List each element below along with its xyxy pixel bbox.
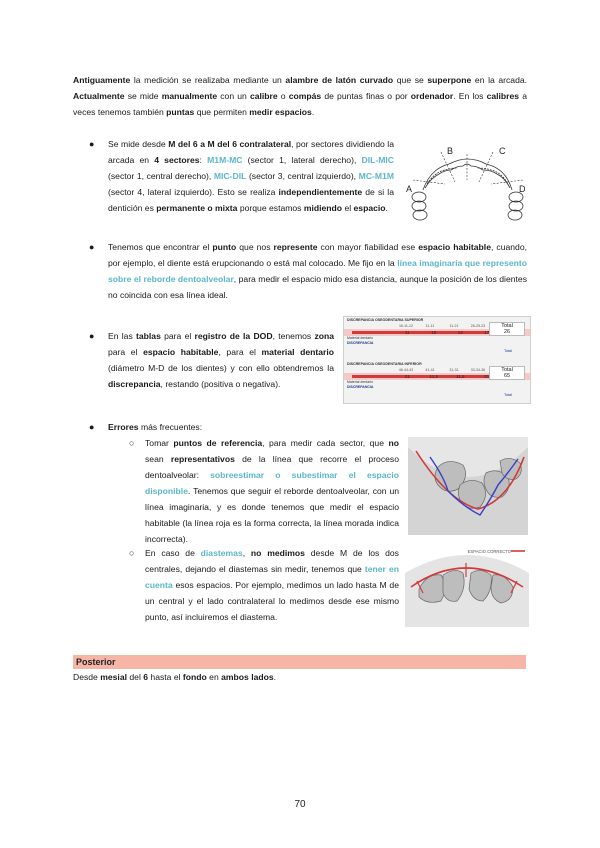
teeth-measure-drawing-2 [405, 543, 529, 627]
table-row-label: Material dentario [347, 380, 374, 384]
page-number: 70 [294, 799, 306, 810]
bullet-icon: ● [89, 242, 95, 252]
table-value-row: 21 11,5 11,5 21 [344, 373, 530, 380]
bullet-icon: ● [89, 422, 95, 432]
table-row-label: DISCREPANCIA [347, 341, 374, 345]
bullet-icon: ● [89, 331, 95, 341]
sub-bullet-icon: ○ [129, 548, 135, 558]
total-box-bottom: Total [503, 349, 513, 353]
dod-table-top [344, 318, 530, 358]
bullet-3-text: En las tablas para el registro de la DOD, tenemos zona para el espacio habitable, para el material dentario (diámetro M-D de los dientes) y con ello obtendremos la discrepancia, restando (positiva o negativa). [108, 331, 335, 389]
table-header-row: 16-11-12 11-11 11-21 26-25-23 [398, 324, 486, 328]
dod-tables-figure [343, 316, 531, 404]
table-title: DISCREPANCIA OSEODENTARIA SUPERIOR [347, 318, 424, 322]
table-title: DISCREPANCIA OSEODENTARIA INFERIOR [347, 362, 422, 366]
sub-bullet-1-text: Tomar puntos de referencia, para medir cada sector, que no sean representativos de la línea que recorre el proceso dentoalveolar: sobreestimar o subestimar el espacio disponible. Tenemos que seguir el reborde dentoalveolar, con un línea imaginaria, y es donde tenemos que medir el espacio habitable (la línea roja es la forma correcta, la línea morada indica incorrecta). [145, 438, 399, 544]
total-box: Total 65 [489, 366, 525, 380]
section-header-bar [73, 655, 526, 669]
arch-label-c: C [499, 146, 506, 156]
legend-label: ESPACIO CORRECTO [467, 549, 511, 554]
sub-bullet-icon: ○ [129, 438, 135, 448]
bullet-1-text: Se mide desde M del 6 a M del 6 contralateral, por sectores dividiendo la arcada en 4 sectores: M1M-MC (sector 1, lateral derecho), DIL-MIC (sector 1, central derecho), MIC-DIL (sector 3, central izquierdo), MC-M1M (sector 4, lateral izquierdo). Esto se realiza independientemente de si la dentición es permanente o mixta porque estamos midiendo el espacio. [108, 139, 394, 213]
bullet-4-text: Errores más frecuentes: [108, 422, 203, 432]
section-title: Posterior [76, 657, 116, 667]
intro-paragraph: Antiguamente la medición se realizaba mediante un alambre de latón curvado que se superpone en la arcada. Actualmente se mide manualmente con un calibre o compás de puntas finas o por ordenador. En los calibres a veces tenemos también puntas que permiten medir espacios. [73, 75, 528, 117]
table-row-label: Material dentario [347, 336, 374, 340]
arch-label-b: B [447, 146, 454, 156]
arch-label-a: A [406, 184, 413, 194]
bullet-icon: ● [89, 139, 95, 149]
dod-table-bottom [344, 362, 530, 402]
arch-label-d: D [519, 184, 526, 194]
arch-sectors-figure [405, 132, 530, 232]
section-paragraph: Desde mesial del 6 hasta el fondo en ambos lados. [73, 672, 277, 682]
total-box-bottom: Total [503, 393, 513, 397]
total-box: Total 26 [489, 322, 525, 336]
teeth-measure-figure-1 [408, 437, 528, 535]
teeth-measure-figure-2 [405, 543, 529, 627]
table-value-row: 11 15 14 17 [344, 329, 530, 336]
table-row-label: DISCREPANCIA [347, 385, 374, 389]
teeth-measure-drawing-1 [408, 437, 528, 535]
bullet-2-text: Tenemos que encontrar el punto que nos represente con mayor fiabilidad ese espacio habitable, cuando, por ejemplo, el diente está erupcionando o está mal colocado. Me fijo en la línea imaginaria que represento sobre el reborde dentoalveolar, para medir el espacio mido esa distancia, aunque la posición de los dientes no coincida con esa línea ideal. [108, 242, 527, 300]
sub-bullet-2-text: En caso de diastemas, no medimos desde M de los dos centrales, dejando el diastemas sin medir, tenemos que tener en cuenta esos espacios. Por ejemplo, medimos un lado hasta M de un central y el lado contralateral lo medimos desde ese mismo punto, así incluiremos el diastema. [145, 548, 399, 622]
table-header-row: 46-44-43 41-41 31-31 33-34-36 [398, 368, 486, 372]
arch-sectors-drawing [405, 132, 530, 232]
text-strong: Antiguamente [73, 75, 131, 85]
